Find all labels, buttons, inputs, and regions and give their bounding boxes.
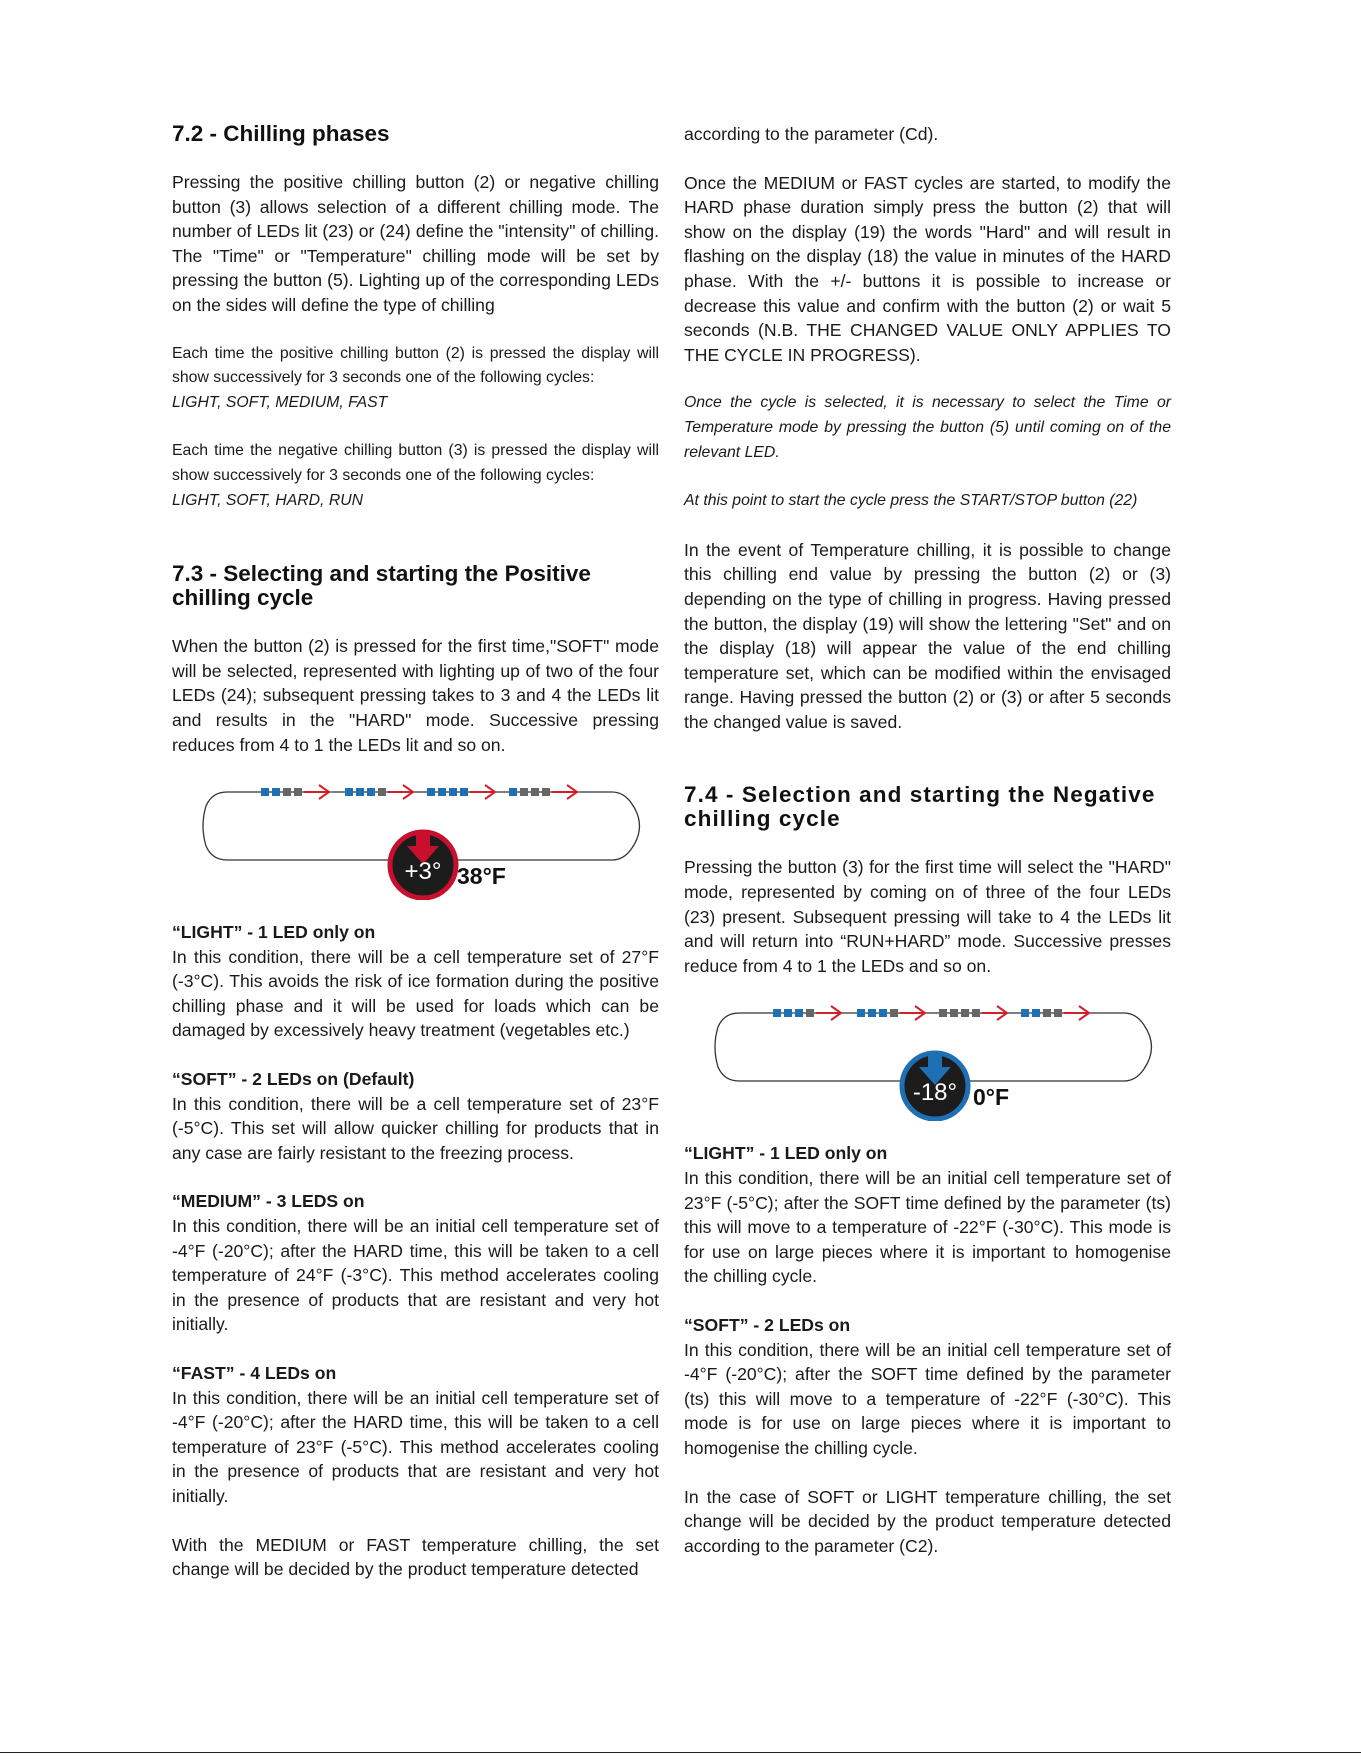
- positive-cycle-diagram: [172, 776, 659, 900]
- section-7-2-intro: Pressing the positive chilling button (2) or negative chilling button (3) allows selection of a different chilling mode. The number of LEDs lit (23) or (24) define the "intensity" of chilling. The "Time" or "Temperature" chilling mode will be set by pressing the button (5). Lighting up of the corresponding LEDs on the sides will define the type of chilling: [172, 172, 659, 315]
- positive-badge-value: +3°: [404, 858, 442, 886]
- left-column: [172, 122, 659, 1582]
- start-cycle-note: At this point to start the cycle press the START/STOP button (22): [684, 492, 1138, 510]
- soft-heading-positive: “SOFT” - 2 LEDs on (Default): [172, 1069, 415, 1090]
- negative-button-note: Each time the negative chilling button (3) is pressed the display will show successively for 3 seconds one of the following cycles:: [172, 442, 659, 484]
- negative-cycle-graphic: [684, 997, 1171, 1121]
- negative-cycles-list: LIGHT, SOFT, HARD, RUN: [172, 491, 364, 509]
- negative-cycle-diagram: [684, 997, 1171, 1121]
- temperature-chilling-paragraph: In the event of Temperature chilling, it is possible to change this chilling end value by pressing the button (2) or (3) depending on the type of chilling in progress. Having pressed the button, the display (19) will show the lettering "Set" and on the display (18) will appear the value of the end chilling temperature set, which can be modified within the envisaged range. Having pressed the button (2) or (3) or after 5 seconds the changed value is saved.: [684, 539, 1171, 732]
- section-7-2-heading: 7.2 - Chilling phases: [172, 121, 390, 146]
- medium-heading: “MEDIUM” - 3 LEDS on: [172, 1191, 365, 1212]
- section-7-3-heading: 7.3 - Selecting and starting the Positive chilling cycle: [172, 561, 591, 611]
- negative-target-temp: 0°F: [973, 1084, 1010, 1111]
- medium-fast-note: With the MEDIUM or FAST temperature chilling, the set change will be decided by the product temperature detected: [172, 1534, 659, 1580]
- soft-heading-negative: “SOFT” - 2 LEDs on: [684, 1315, 851, 1335]
- light-heading-positive: “LIGHT” - 1 LED only on: [172, 922, 376, 943]
- continued-text: according to the parameter (Cd).: [684, 124, 939, 144]
- footer-rule: [0, 1752, 1361, 1753]
- light-heading-negative: “LIGHT” - 1 LED only on: [684, 1143, 888, 1164]
- positive-button-note: Each time the positive chilling button (2) is pressed the display will show successively for 3 seconds one of the following cycles:: [172, 344, 659, 387]
- section-7-3-intro: When the button (2) is pressed for the first time,"SOFT" mode will be selected, represented with lighting up of two of the four LEDs (24); subsequent pressing takes to 3 and 4 the LEDs lit and results in the "HARD" mode. Successive pressing reduces from 4 to 1 the LEDs lit and so on.: [172, 636, 659, 755]
- positive-cycle-graphic: [172, 776, 659, 900]
- hard-phase-paragraph: Once the MEDIUM or FAST cycles are started, to modify the HARD phase duration simply press the button (2) that will show on the display (19) the words "Hard" and will result in flashing on the display (18) the value in minutes of the HARD phase. With the +/- buttons it is possible to increase or decrease this value and confirm with the button (2) or wait 5 seconds (N.B. THE CHANGED VALUE ONLY APPLIES TO THE CYCLE IN PROGRESS).: [684, 172, 1171, 365]
- light-desc-positive: In this condition, there will be a cell temperature set of 27°F (-3°C). This avoids the risk of ice formation during the positive chilling phase and it will be used for loads which can be damaged by excessively heavy treatment (vegetables etc.): [172, 946, 659, 1041]
- section-7-4-heading: 7.4 - Selection and starting the Negative chilling cycle: [684, 782, 1156, 832]
- negative-badge-value: -18°: [912, 1079, 958, 1107]
- right-column: [684, 122, 1171, 1558]
- soft-light-note: In the case of SOFT or LIGHT temperature chilling, the set change will be decided by the product temperature detected according to the parameter (C2).: [684, 1486, 1171, 1556]
- positive-cycles-list: LIGHT, SOFT, MEDIUM, FAST: [172, 393, 388, 411]
- fast-desc: In this condition, there will be an initial cell temperature set of -4°F (-20°C); after the HARD time, this will be taken to a cell temperature of 23°F (-5°C). This method accelerates cooling in the presence of products that are resistant and very hot initially.: [172, 1387, 659, 1506]
- positive-target-temp: 38°F: [457, 863, 506, 890]
- soft-desc-positive: In this condition, there will be a cell temperature set of 23°F (-5°C). This set will allow quicker chilling for products that in any case are fairly resistant to the freezing process.: [172, 1093, 659, 1163]
- cycle-selection-note: Once the cycle is selected, it is necessary to select the Time or Temperature mode by pressing the button (5) until coming on of the relevant LED.: [684, 394, 1171, 461]
- soft-desc-negative: In this condition, there will be an initial cell temperature set of -4°F (-20°C); after the SOFT time defined by the parameter (ts) this will move to a temperature of -22°F (-30°C). This mode is for use on large pieces where it is important to homogenise the chilling cycle.: [684, 1339, 1171, 1458]
- light-desc-negative: In this condition, there will be an initial cell temperature set of 23°F (-5°C); after the SOFT time defined by the parameter (ts) this will move to a temperature of -22°F (-30°C). This mode is for use on large pieces where it is important to homogenise the chilling cycle.: [684, 1168, 1171, 1287]
- section-7-4-intro: Pressing the button (3) for the first time will select the "HARD" mode, represented by coming on of three of the four LEDs (23) present. Subsequent pressing will take to 4 the LEDs lit and will return into “RUN+HARD” mode. Successive presses reduce from 4 to 1 the LEDs and so on.: [684, 857, 1171, 976]
- medium-desc: In this condition, there will be an initial cell temperature set of -4°F (-20°C); after the HARD time, this will be taken to a cell temperature of 24°F (-3°C). This method accelerates cooling in the presence of products that are resistant and very hot initially.: [172, 1216, 659, 1335]
- fast-heading: “FAST” - 4 LEDs on: [172, 1363, 337, 1383]
